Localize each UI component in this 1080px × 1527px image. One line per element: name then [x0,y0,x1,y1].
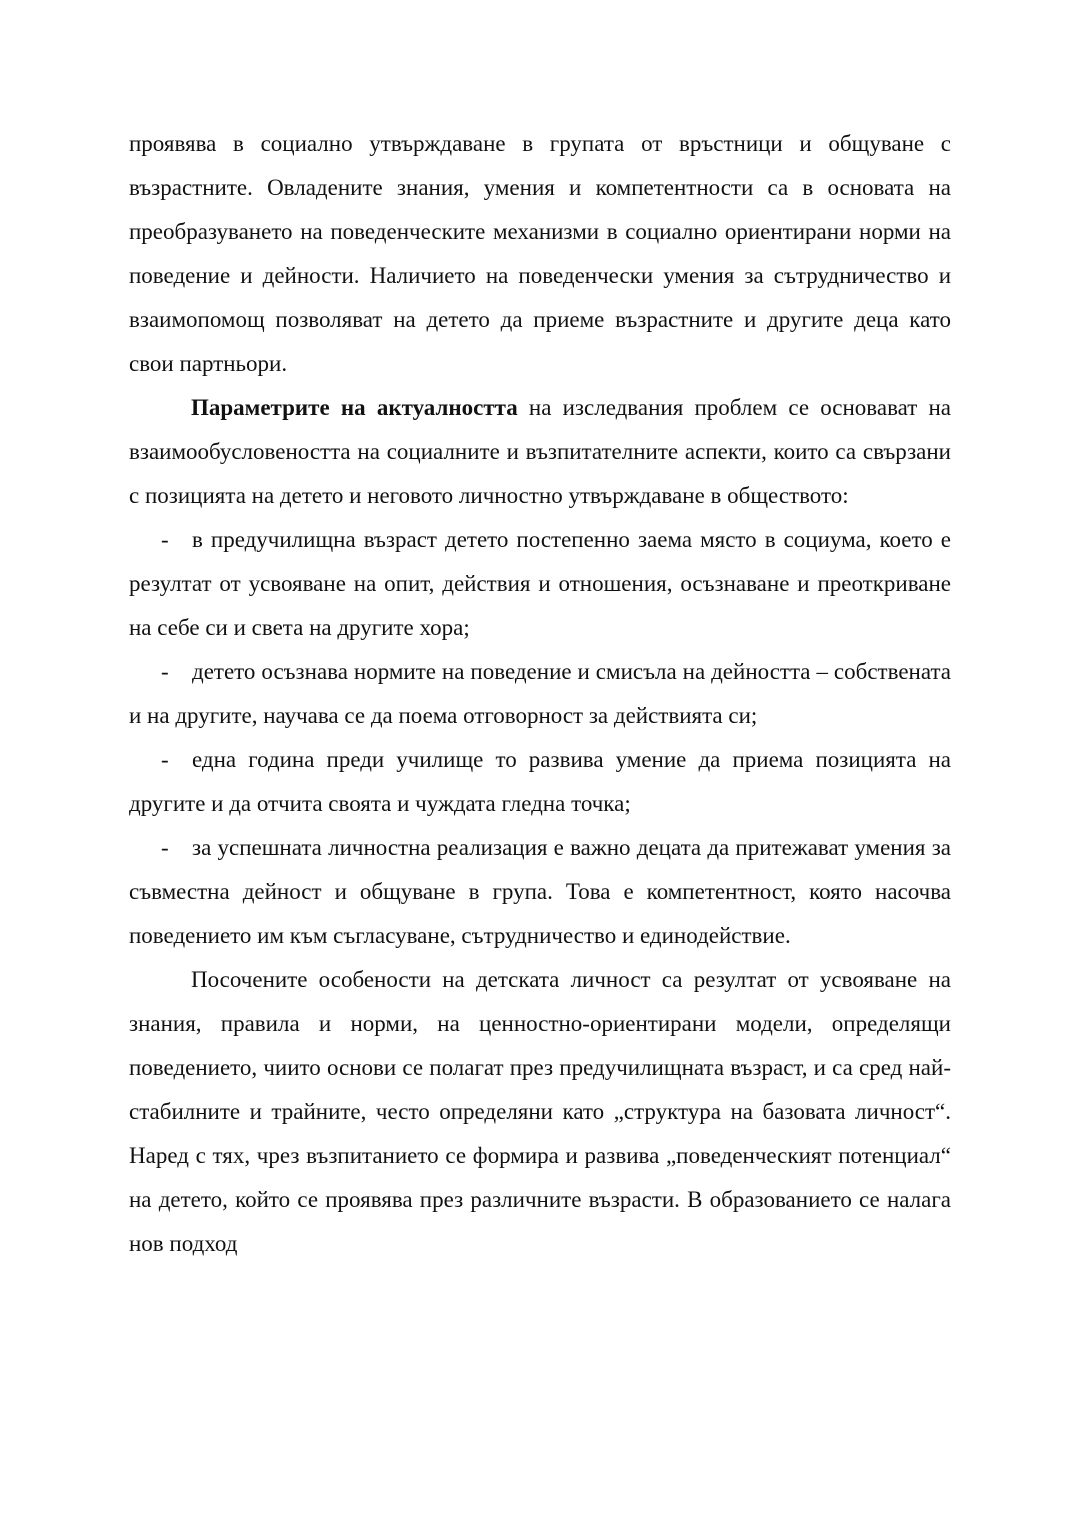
bullet-item-1 [129,518,951,650]
bullet-dash: - [161,527,169,552]
paragraph-2-bold-lead: Параметрите на актуалността [191,395,518,420]
paragraph-2-text: на изследвания проблем се основават на взаимообусловеността на социалните и възпитателните аспекти, които са свързани с позицията на детето и неговото личностно утвърждаване в обществото: [129,395,952,508]
bullet-text: детето осъзнава нормите на поведение и смисъла на дейността – собствената и на другите, научава се да поема отговорност за действията си; [129,659,951,728]
bullet-text: една година преди училище то развива умение да приема позицията на другите и да отчита своята и чуждата гледна точка; [129,747,951,816]
bullet-text: в предучилищна възраст детето постепенно заема място в социума, което е резултат от усвояване на опит, действия и отношения, осъзнаване и преоткриване на себе си и света на другите хора; [129,527,951,640]
paragraph-2 [129,386,951,518]
paragraph-1: проявява в социално утвърждаване в групата от връстници и общуване с възрастните. Овладените знания, умения и компетентности са в основата на преобразуването на поведенческите механизми в социално ориентирани норми на поведение и дейности. Наличието на поведенчески умения за сътрудничество и взаимопомощ позволяват на детето да приеме възрастните и другите деца като свои партньори. [129,131,951,376]
bullet-text: за успешната личностна реализация е важно децата да притежават умения за съвместна дейност и общуване в група. Това е компетентност, която насочва поведението им към съгласуване, сътрудничество и единодействие. [129,835,951,948]
paragraph-3: Посочените особености на детската личност са резултат от усвояване на знания, правила и норми, на ценностно-ориентирани модели, определящи поведението, чиито основи се полагат през предучилищната възраст, и са сред най-стабилните и трайните, често определяни като „структура на базовата личност“. Наред с тях, чрез възпитанието се формира и развива „поведенческият потенциал“ на детето, който се проявява през различните възрасти. В образованието се налага нов подход [129,967,951,1256]
bullet-item-2 [129,650,951,738]
document-page [129,122,951,1266]
bullet-item-4 [129,826,951,958]
bullet-dash: - [161,747,169,772]
bullet-dash: - [161,659,169,684]
bullet-item-3 [129,738,951,826]
bullet-dash: - [161,835,169,860]
